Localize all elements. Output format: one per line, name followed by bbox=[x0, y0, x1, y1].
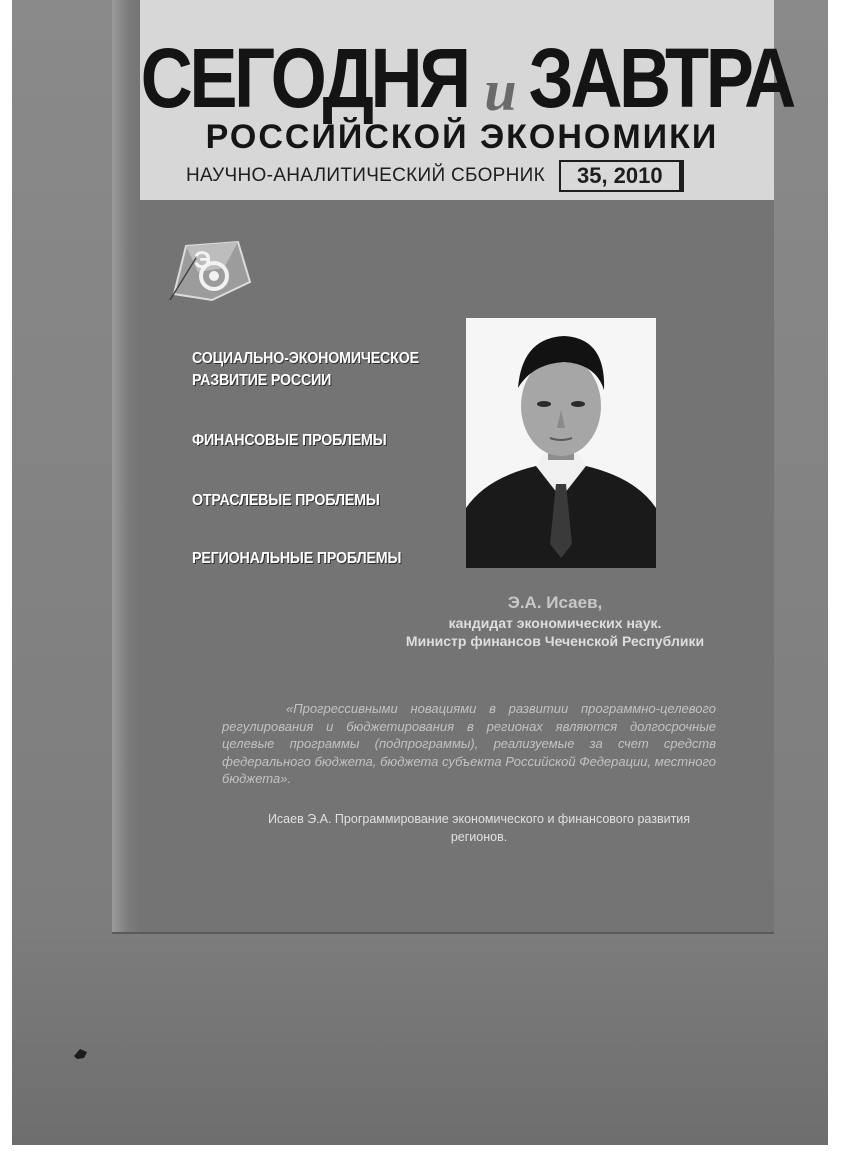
section-regional: РЕГИОНАЛЬНЫЕ ПРОБЛЕМЫ bbox=[192, 550, 402, 567]
scan-speck bbox=[72, 1046, 90, 1060]
publisher-logo-icon bbox=[168, 238, 254, 304]
cover-subtitle: РОССИЙСКОЙ ЭКОНОМИКИ bbox=[205, 118, 719, 156]
section-social-economic-cont: РАЗВИТИЕ РОССИИ bbox=[192, 372, 332, 389]
title-conjunction: и bbox=[484, 58, 517, 123]
section-financial: ФИНАНСОВЫЕ ПРОБЛЕМЫ bbox=[192, 432, 387, 449]
logo-letter: Э bbox=[194, 247, 212, 274]
author-degree: кандидат экономических наук. bbox=[448, 615, 662, 631]
quote-text: «Прогрессивными новациями в развитии программно-целевого регулирования и бюджетирования в регионах являются долгосрочные целевые программы (подпрограммы), реализуемые за счет средств федерального бюджета, бюджета субъекта Российской Федерации, местного бюджета». bbox=[222, 701, 716, 787]
title-word-tomorrow: ЗАВТРА bbox=[528, 31, 793, 125]
cover-spine-edge bbox=[112, 0, 140, 932]
author-position: Министр финансов Чеченской Республики bbox=[405, 633, 705, 649]
section-industry: ОТРАСЛЕВЫЕ ПРОБЛЕМЫ bbox=[192, 492, 380, 509]
cover-header bbox=[140, 0, 793, 200]
cover-title bbox=[140, 24, 793, 125]
author-caption bbox=[380, 592, 730, 650]
issue-number-badge: 35, 2010 bbox=[559, 160, 684, 192]
section-social-economic: СОЦИАЛЬНО-ЭКОНОМИЧЕСКОЕ bbox=[192, 350, 419, 367]
series-label: НАУЧНО-АНАЛИТИЧЕСКИЙ СБОРНИК bbox=[186, 165, 545, 186]
author-portrait-image bbox=[466, 318, 656, 568]
author-portrait bbox=[466, 318, 656, 568]
series-row bbox=[186, 160, 726, 192]
title-word-today: СЕГОДНЯ bbox=[140, 31, 468, 125]
author-name: Э.А. Исаев, bbox=[507, 593, 603, 612]
quote-source: Исаев Э.А. Программирование экономического и финансового развития регионов. bbox=[267, 812, 691, 844]
